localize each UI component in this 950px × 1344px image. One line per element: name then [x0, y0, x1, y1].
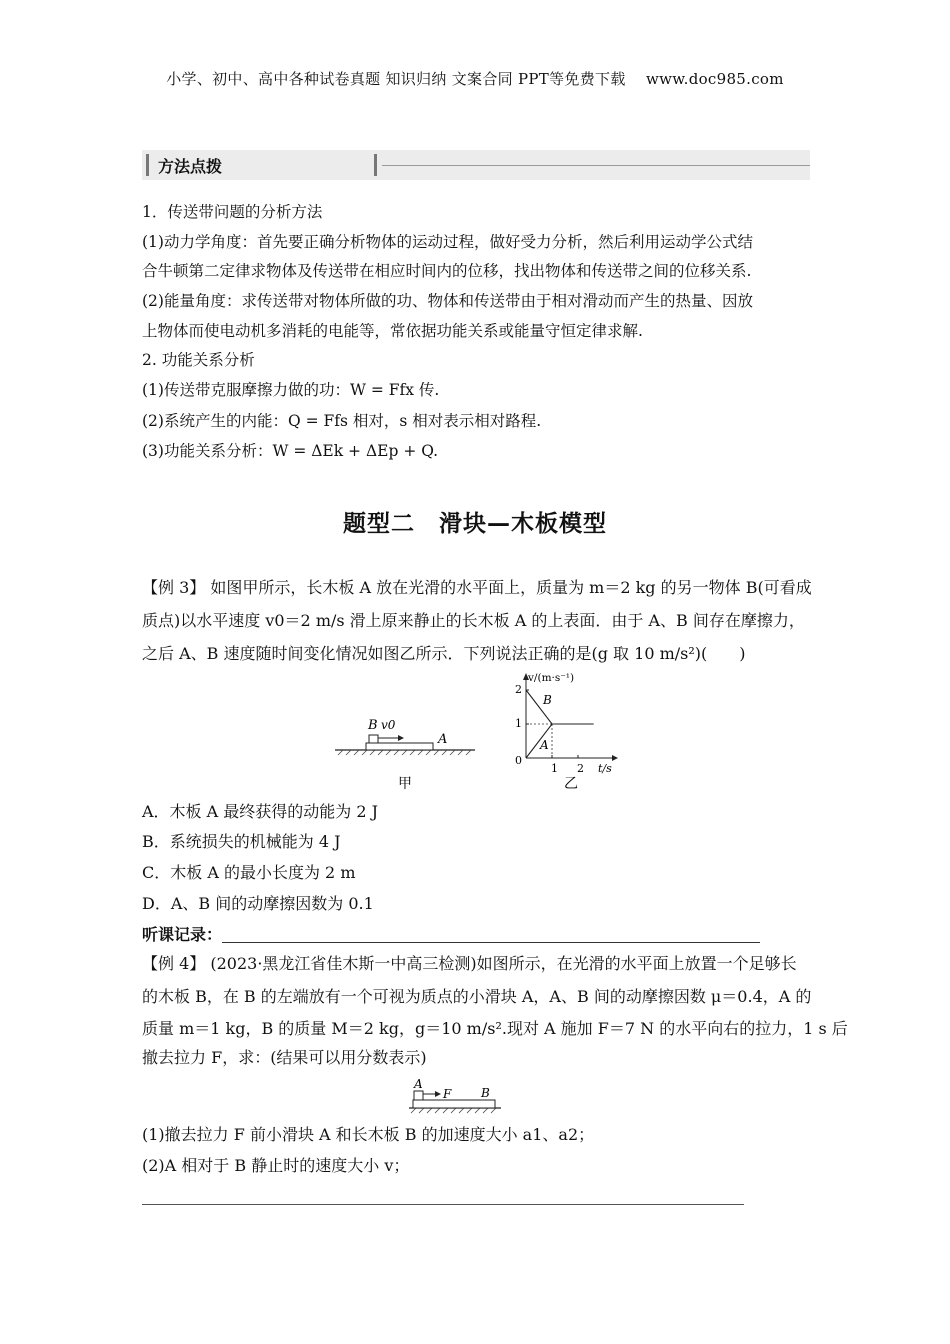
block-A: [414, 1091, 423, 1100]
y-tick-1: 1: [515, 717, 522, 730]
banner-bar-right: [374, 154, 377, 176]
y-tick-0: 0: [515, 754, 522, 767]
method-p2-line2: 上物体而使电动机多消耗的电能等，常依据功能关系或能量守恒定律求解.: [142, 322, 643, 340]
banner-bar-left: [146, 154, 149, 176]
method-formula-1: (1)传送带克服摩擦力做的功：W = Ffx 传.: [142, 381, 440, 399]
method-p2-line1: (2)能量角度：求传送带对物体所做的功、物体和传送带由于相对滑动而产生的热量、因放: [142, 292, 753, 310]
figure-yi: [500, 670, 620, 795]
example4-line1: 【例 4】 (2023·黑龙江省佳木斯一中高三检测)如图所示，在光滑的水平面上放置一个足够长: [142, 954, 797, 973]
question-2: (2)A 相对于 B 静止时的速度大小 v；: [142, 1156, 410, 1175]
caption-jia: 甲: [398, 776, 412, 792]
series-line-A: [526, 724, 594, 758]
x-axis-arrow: [612, 755, 618, 761]
x-axis-label: t/s: [598, 762, 612, 775]
force-arrowhead: [435, 1091, 441, 1097]
question-1: (1)撤去拉力 F 前小滑块 A 和长木板 B 的加速度大小 a1、a2；: [142, 1125, 595, 1144]
ground-hatch: [338, 750, 471, 755]
option-a: A．木板 A 最终获得的动能为 2 J: [142, 802, 379, 821]
example4-line2: 的木板 B，在 B 的左端放有一个可视为质点的小滑块 A，A、B 间的动摩擦因数 μ＝0.4，A 的: [142, 987, 812, 1006]
series-label-A: A: [540, 738, 549, 752]
y-tick-2: 2: [515, 683, 522, 696]
listen-label: 听课记录：: [142, 925, 223, 944]
option-d: D．A、B 间的动摩擦因数为 0.1: [142, 894, 374, 913]
method-formula-2: (2)系统产生的内能：Q = Ffs 相对，s 相对表示相对路程.: [142, 412, 542, 430]
method-heading-1: 1．传送带问题的分析方法: [142, 203, 323, 221]
figure-jia: [330, 700, 480, 792]
method-formula-3: (3)功能关系分析：W = ΔEk + ΔEp + Q.: [142, 442, 439, 460]
board-B: [413, 1100, 495, 1108]
block-B: [369, 735, 378, 743]
example3-line3: 之后 A、B 速度随时间变化情况如图乙所示．下列说法正确的是(g 取 10 m/s²)( ): [142, 644, 746, 663]
label-B: B: [368, 718, 378, 733]
x-tick-1: 1: [551, 762, 558, 775]
option-b: B．系统损失的机械能为 4 J: [142, 832, 341, 851]
example4-line4: 撤去拉力 F，求：(结果可以用分数表示): [142, 1048, 427, 1067]
banner-rule: [382, 165, 810, 166]
listen-record-line[interactable]: [222, 942, 760, 943]
method-heading-2: 2. 功能关系分析: [142, 351, 255, 369]
example3-line2: 质点)以水平速度 v0＝2 m/s 滑上原来静止的长木板 A 的上表面．由于 A、B 间存在摩擦力，: [142, 611, 805, 630]
example3-line1: 【例 3】 如图甲所示，长木板 A 放在光滑的水平面上，质量为 m＝2 kg 的另一物体 B(可看成: [142, 578, 812, 597]
option-c: C．木板 A 的最小长度为 2 m: [142, 863, 356, 882]
board-A: [366, 743, 433, 750]
page-header: 小学、初中、高中各种试卷真题 知识归纳 文案合同 PPT等免费下载 www.doc985.com: [166, 70, 784, 88]
y-axis-label: v/(m·s⁻¹): [528, 672, 575, 684]
section-title: 题型二 滑块—木板模型: [343, 511, 607, 537]
x-tick-2: 2: [577, 762, 584, 775]
label-A: A: [438, 732, 448, 747]
method-p1-line1: (1)动力学角度：首先要正确分析物体的运动过程，做好受力分析，然后利用运动学公式结: [142, 233, 753, 251]
series-line-B: [526, 690, 594, 724]
example4-line3: 质量 m＝1 kg，B 的质量 M＝2 kg，g＝10 m/s².现对 A 施加 F＝7 N 的水平向右的拉力，1 s 后: [142, 1019, 848, 1038]
banner-title: 方法点拨: [158, 157, 223, 176]
ground-hatch-4: [411, 1108, 496, 1113]
label-A-4: A: [414, 1077, 423, 1091]
label-v0: v0: [381, 718, 396, 732]
method-banner: [142, 150, 810, 180]
method-p1-line2: 合牛顿第二定律求物体及传送带在相应时间内的位移，找出物体和传送带之间的位移关系.: [142, 262, 752, 280]
series-label-B: B: [543, 693, 552, 707]
vt-chart: [515, 672, 618, 792]
caption-yi: 乙: [564, 776, 578, 792]
label-B-4: B: [481, 1086, 490, 1100]
figure-example4: [405, 1072, 505, 1114]
label-F: F: [443, 1087, 452, 1101]
answer-line[interactable]: [142, 1204, 744, 1205]
velocity-arrowhead: [398, 735, 404, 741]
